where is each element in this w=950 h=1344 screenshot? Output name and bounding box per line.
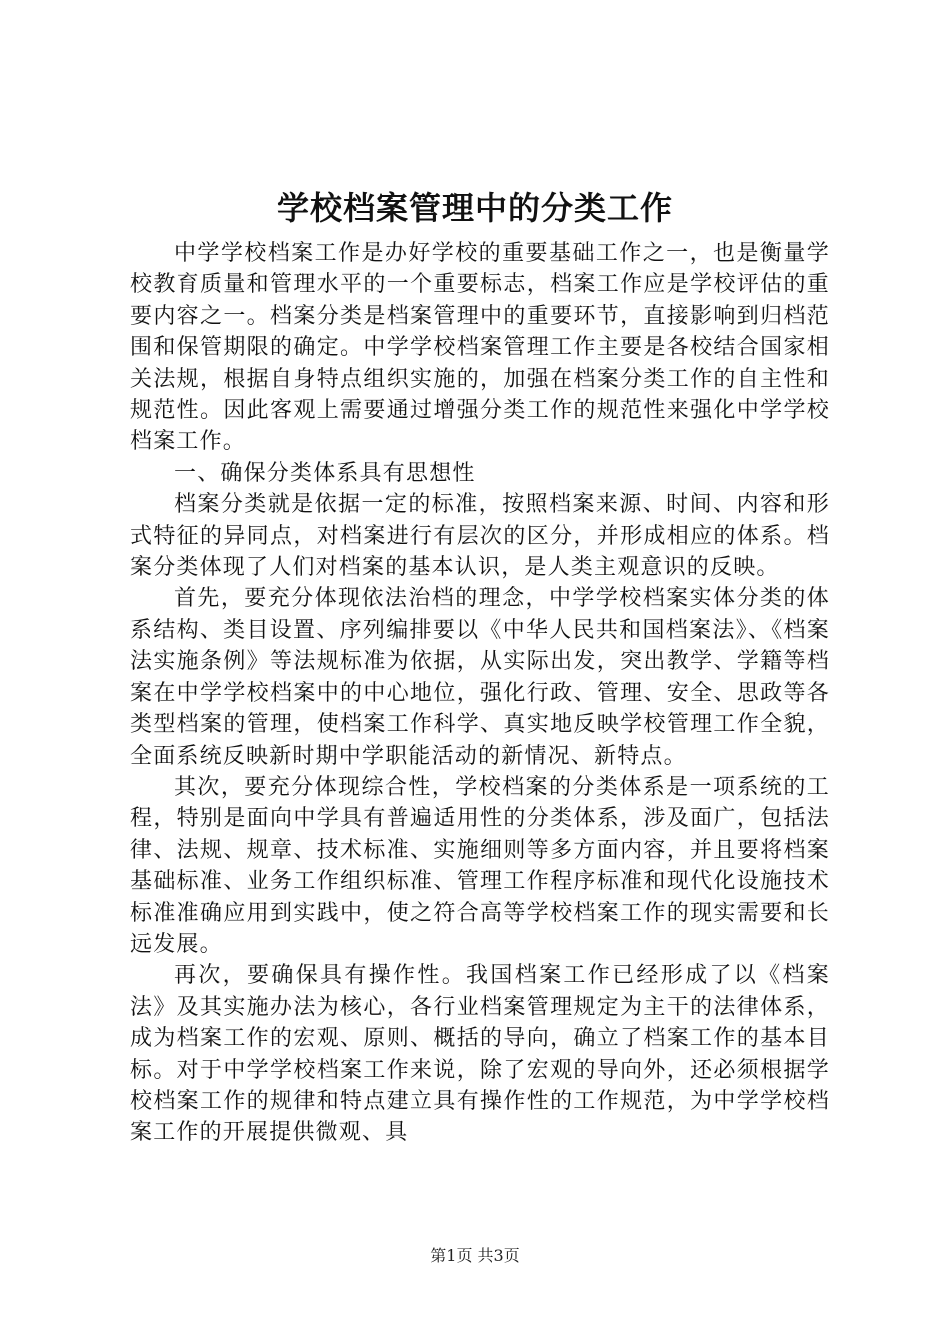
paragraph-third: 再次，要确保具有操作性。我国档案工作已经形成了以《档案法》及其实施办法为核心，各行业档案管理规定为主干的法律体系，成为档案工作的宏观、原则、概括的导向，确立了档案工作的基本目标。对于中学学校档案工作来说，除了宏观的导向外，还必须根据学校档案工作的规律和特点建立具有操作性的工作规范，为中学学校档案工作的开展提供微观、具 (130, 963, 830, 1146)
section-heading-1: 一、确保分类体系具有思想性 (174, 460, 476, 486)
page-footer: 第1页 共3页 (430, 1246, 520, 1265)
document-title: 学校档案管理中的分类工作 (276, 189, 673, 227)
paragraph-second: 其次，要充分体现综合性，学校档案的分类体系是一项系统的工程，特别是面向中学具有普遍适用性的分类体系，涉及面广，包括法律、法规、规章、技术标准、实施细则等多方面内容，并且要将档案基础标准、业务工作组织标准、管理工作程序标准和现代化设施技术标准准确应用到实践中，使之符合高等学校档案工作的现实需要和长远发展。 (130, 774, 830, 957)
paragraph-intro: 中学学校档案工作是办好学校的重要基础工作之一，也是衡量学校教育质量和管理水平的一个重要标志，档案工作应是学校评估的重要内容之一。档案分类是档案管理中的重要环节，直接影响到归档范围和保管期限的确定。中学学校档案管理工作主要是各校结合国家相关法规，根据自身特点组织实施的，加强在档案分类工作的自主性和规范性。因此客观上需要通过增强分类工作的规范性来强化中学学校档案工作。 (130, 241, 830, 455)
paragraph-definition: 档案分类就是依据一定的标准，按照档案来源、时间、内容和形式特征的异同点，对档案进行有层次的区分，并形成相应的体系。档案分类体现了人们对档案的基本认识，是人类主观意识的反映。 (130, 492, 830, 581)
paragraph-first: 首先，要充分体现依法治档的理念，中学学校档案实体分类的体系结构、类目设置、序列编排要以《中华人民共和国档案法》、《档案法实施条例》等法规标准为依据，从实际出发，突出教学、学籍等档案在中学学校档案中的中心地位，强化行政、管理、安全、思政等各类型档案的管理，使档案工作科学、真实地反映学校管理工作全貌，全面系统反映新时期中学职能活动的新情况、新特点。 (130, 586, 830, 769)
document-body (130, 238, 830, 1149)
